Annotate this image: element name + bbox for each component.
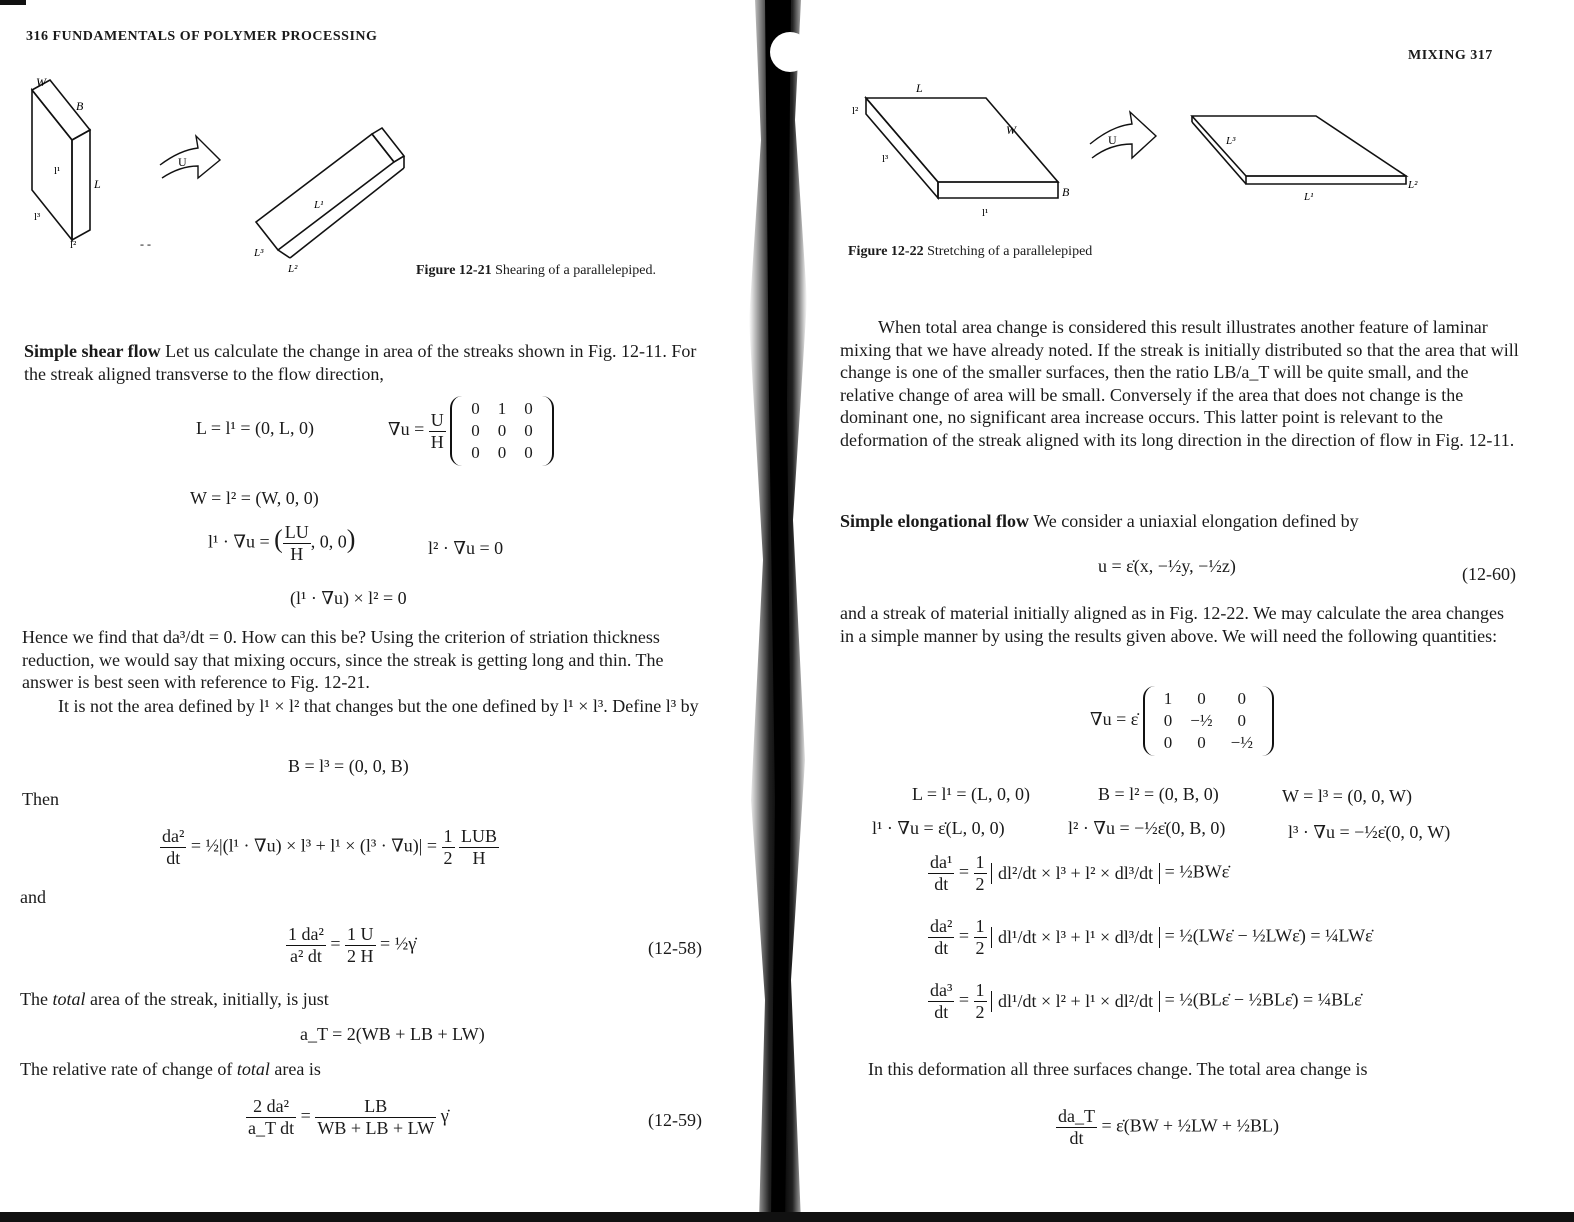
right-page: [820, 0, 1574, 1222]
eq-gradu-matrix: [388, 396, 554, 466]
matrix-cell: 0: [471, 421, 480, 440]
eq-total-rate: [1056, 1106, 1279, 1149]
da3-frac: $\frac{\text{da³}}{dt}$: [930, 980, 953, 1022]
matrix-cell: 0: [1237, 711, 1247, 730]
shear-flow-paragraph: [24, 340, 706, 385]
matrix-cell: 0: [1197, 733, 1206, 752]
da2-half: $\frac{1}{2}$: [443, 826, 453, 868]
eq-l1-gradu: [208, 522, 355, 565]
elongational-flow-paragraph: [840, 510, 1520, 533]
da2e-rhs: = ½(LWε̇ − ½LWε̇) = ¼LWε̇: [1164, 925, 1373, 946]
eq-number-12-60: (12-60): [1462, 564, 1516, 584]
shear-para2: Hence we find that da³/dt = 0. How can this be? Using the criterion of striation thickness reduction, we would say that mixing occurs, since the streak is getting long and thin. The answer is best seen with reference to Fig. 12-21.: [22, 627, 664, 692]
eq-gradu-elong: [1090, 686, 1274, 756]
matrix-cell: 0: [1163, 711, 1173, 730]
matrix-cell: 0: [1163, 733, 1173, 752]
matrix-cell: 0: [524, 443, 533, 462]
fig2-label-l2: l²: [852, 105, 859, 117]
fig2-label-L2: L²: [1408, 179, 1418, 191]
stretch-arrow-icon: [1090, 112, 1156, 158]
fig1-label-l: L: [94, 177, 101, 191]
matrix-1-table: [462, 398, 542, 464]
binding-gutter: [735, 0, 820, 1222]
total-area-para: [20, 988, 329, 1011]
matrix-cell: −½: [1230, 733, 1253, 752]
eq-da1-dt: [928, 852, 1229, 895]
fig1-label-l3: l³: [34, 211, 41, 223]
eq-l-vector: L = l¹ = (0, L, 0): [196, 418, 315, 438]
matrix-2: [1143, 686, 1274, 756]
matrix-row: [1155, 710, 1262, 732]
para5-italic: total: [236, 1059, 270, 1079]
eq58-rhs: = ½γ̇: [380, 933, 417, 954]
eq59-rhs: $\frac{LB}{WB + LB + LW}$: [317, 1096, 435, 1138]
da2e-half: $\frac{1}{2}$: [975, 916, 985, 958]
figure-12-21-caption: [416, 263, 656, 279]
figure-12-22: [846, 78, 1446, 228]
da1-equals: =: [958, 861, 970, 882]
da2-frac: $\frac{\text{da²}}{dt}$: [162, 826, 185, 868]
eq58-equals: =: [330, 933, 341, 954]
section-title-elongational: Simple elongational flow: [840, 511, 1030, 531]
fig2-label-L1: L¹: [1304, 191, 1314, 203]
matrix-row: [462, 442, 542, 464]
total-rate-frac: $\frac{da\_T}{dt}$: [1058, 1106, 1095, 1148]
caption-text: Shearing of a parallelepiped.: [495, 263, 657, 278]
fig2-label-l3: l³: [882, 153, 889, 165]
eq-number-12-59: (12-59): [648, 1110, 702, 1130]
fig1-label-u: U: [178, 155, 187, 169]
eq-W-elong: W = l³ = (0, 0, W): [1282, 786, 1413, 806]
da2e-frac: $\frac{\text{da²}}{dt}$: [930, 916, 953, 958]
eq-a-total: a_T = 2(WB + LB + LW): [300, 1024, 485, 1044]
para4-b: area of the streak, initially, is just: [90, 989, 329, 1009]
fig2-label-u: U: [1108, 133, 1117, 147]
eq-b-vector: B = l³ = (0, 0, B): [288, 756, 409, 776]
eq-L-elong: L = l¹ = (L, 0, 0): [912, 784, 1031, 804]
matrix-cell: 0: [1197, 689, 1206, 708]
eq-12-59: [246, 1096, 449, 1139]
fig1-label-L3: L³: [254, 247, 264, 259]
and-text: and: [20, 887, 46, 907]
da2e-abs: dl¹/dt × l³ + l¹ × dl³/dt: [991, 927, 1160, 948]
gradu-frac: $\frac{U}{H}$: [430, 409, 444, 452]
eq-da3-dt: [928, 980, 1362, 1023]
fig1-label-b: B: [76, 99, 84, 113]
eq-da2-dt: [160, 826, 499, 869]
eq-w-vector: W = l² = (W, 0, 0): [190, 488, 319, 508]
para4-a: The: [20, 989, 48, 1009]
fig1-label-L2: L²: [288, 263, 298, 275]
fig1-label-l1: l¹: [54, 165, 61, 177]
matrix-1: [450, 396, 554, 466]
eq-l2-gradu: l² · ∇u = 0: [428, 538, 504, 558]
matrix-row: [1155, 732, 1262, 754]
bottom-scan-edge: [0, 1212, 1574, 1222]
matrix-cell: 0: [497, 443, 507, 462]
matrix-cell: 0: [497, 421, 507, 440]
fig1-label-L1: L¹: [314, 199, 324, 211]
caption2-text: Stretching of a parallelepiped: [927, 244, 1093, 259]
shear-para1-text: Let us calculate the change in area of the streaks shown in Fig. 12-11. For the streak aligned transverse to the flow direction,: [24, 341, 697, 384]
da1-abs: dl²/dt × l³ + l² × dl³/dt: [991, 863, 1160, 884]
figure-12-21: [20, 70, 440, 280]
fig2-label-b: B: [1062, 185, 1070, 199]
da3-rhs: = ½(BLε̇ − ½BLε̇) = ¼BLε̇: [1164, 989, 1362, 1010]
paren-open: (: [274, 524, 283, 554]
matrix-row: [462, 420, 542, 442]
para5-a: The relative rate of change of: [20, 1059, 233, 1079]
l1-gradu-rest: , 0, 0: [310, 531, 347, 552]
da2-rhs-frac: $\frac{\text{LUB}}{H}$: [461, 826, 498, 868]
eq59-lhs: $\frac{\text{2 da²}}{\text{a\_T dt}}$: [248, 1096, 295, 1138]
elongational-intro: We consider a uniaxial elongation defined by: [1033, 511, 1359, 531]
left-page: [0, 0, 735, 1222]
eq58-mid: $\frac{1 U}{2 H}$: [347, 924, 374, 966]
da2-mid: = ½|(l¹ · ∇u) × l³ + l¹ × (l³ · ∇u)| =: [190, 835, 438, 856]
eq-l2-gradu-elong: l² · ∇u = −½ε̇(0, B, 0): [1068, 818, 1226, 838]
caption-label: Figure 12-21: [416, 263, 492, 278]
eq-cross-product: (l¹ · ∇u) × l² = 0: [290, 588, 407, 608]
left-page-header: 316 FUNDAMENTALS OF POLYMER PROCESSING: [26, 29, 378, 44]
gradu-elong-lhs: ∇u = ε̇: [1090, 709, 1139, 730]
eq-l3-gradu-elong: l³ · ∇u = −½ε̇(0, 0, W): [1288, 822, 1451, 842]
fig2-label-L3: L³: [1226, 135, 1236, 147]
matrix-cell: 0: [524, 399, 533, 418]
then-text: Then: [22, 789, 59, 809]
caption2-label: Figure 12-22: [848, 244, 924, 259]
fig2-label-l1: l¹: [982, 207, 989, 219]
matrix-cell: 1: [497, 399, 507, 418]
eq-number-12-58: (12-58): [648, 938, 702, 958]
fig2-label-l: L: [916, 81, 923, 95]
fig2-label-w: W: [1006, 123, 1016, 137]
matrix-cell: 0: [471, 399, 480, 418]
matrix-cell: 0: [1237, 689, 1247, 708]
gradu-lhs: ∇u =: [388, 419, 425, 440]
total-rate-rhs: = ε̇(BW + ½LW + ½BL): [1101, 1115, 1279, 1136]
para5-b: area is: [274, 1059, 321, 1079]
fig1-label-l2: l²: [70, 239, 77, 251]
l1-gradu-lhs: l¹ · ∇u =: [208, 531, 270, 552]
eq-B-elong: B = l² = (0, B, 0): [1098, 784, 1219, 804]
fig1-label-w: W: [36, 75, 46, 89]
da1-rhs: = ½BWε̇: [1164, 861, 1230, 882]
da2e-equals: =: [958, 925, 970, 946]
eq-l1-gradu-elong: l¹ · ∇u = ε̇(L, 0, 0): [872, 818, 1005, 838]
da3-equals: =: [958, 989, 970, 1010]
right-page-header: MIXING 317: [1408, 48, 1493, 63]
paren-close: ): [346, 524, 356, 554]
da3-half: $\frac{1}{2}$: [975, 980, 985, 1022]
para4-italic: total: [52, 989, 86, 1009]
l1-gradu-frac: $\frac{LU}{H}$: [284, 522, 309, 564]
relative-rate-para: [20, 1058, 321, 1081]
matrix-2-table: [1155, 688, 1262, 754]
total-area-change-para: When total area change is considered this result illustrates another feature of laminar mixing that we have already noted. If the streak is initially distributed so that the area that will change is one of the smaller surfaces, then the ratio LB/a_T will be quite small, and the relative change of area will be small. Conversely if the area that does not change is the dominant one, no significant area increase occurs. This latter point is relevant to the deformation of the streak aligned with its long direction in the direction of flow in Fig. 12-11.: [840, 317, 1519, 450]
eq59-tail: γ̇: [440, 1105, 449, 1126]
eq-12-60: u = ε̇(x, −½y, −½z): [1098, 556, 1236, 576]
shear-arrow-icon: [160, 136, 220, 178]
shear-para3: It is not the area defined by l¹ × l² that changes but the one defined by l¹ × l³. Define l³ by: [58, 696, 699, 716]
eq59-equals: =: [300, 1105, 311, 1126]
fig1-dashes: - -: [140, 237, 151, 251]
matrix-row: [1155, 688, 1262, 710]
punch-hole: [770, 32, 810, 72]
matrix-cell: −½: [1190, 711, 1213, 730]
streak-para: and a streak of material initially aligned as in Fig. 12-22. We may calculate the area changes in a simple manner by using the results given above. We will need the following quantities:: [840, 603, 1504, 646]
all-surfaces-para: In this deformation all three surfaces change. The total area change is: [868, 1059, 1368, 1079]
eq58-lhs: $\frac{\text{1 da²}}{\text{a² dt}}$: [288, 924, 324, 966]
matrix-cell: 0: [471, 443, 480, 462]
matrix-row: [462, 398, 542, 420]
da1-half: $\frac{1}{2}$: [975, 852, 985, 894]
da1-frac: $\frac{\text{da¹}}{dt}$: [930, 852, 953, 894]
da3-abs: dl¹/dt × l² + l¹ × dl²/dt: [991, 991, 1160, 1012]
eq-12-58: [286, 924, 416, 967]
section-title-shear: Simple shear flow: [24, 341, 161, 361]
figure-12-22-caption: [848, 244, 1092, 260]
matrix-cell: 1: [1163, 689, 1173, 708]
eq-da2-dt-elong: [928, 916, 1373, 959]
matrix-cell: 0: [524, 421, 533, 440]
